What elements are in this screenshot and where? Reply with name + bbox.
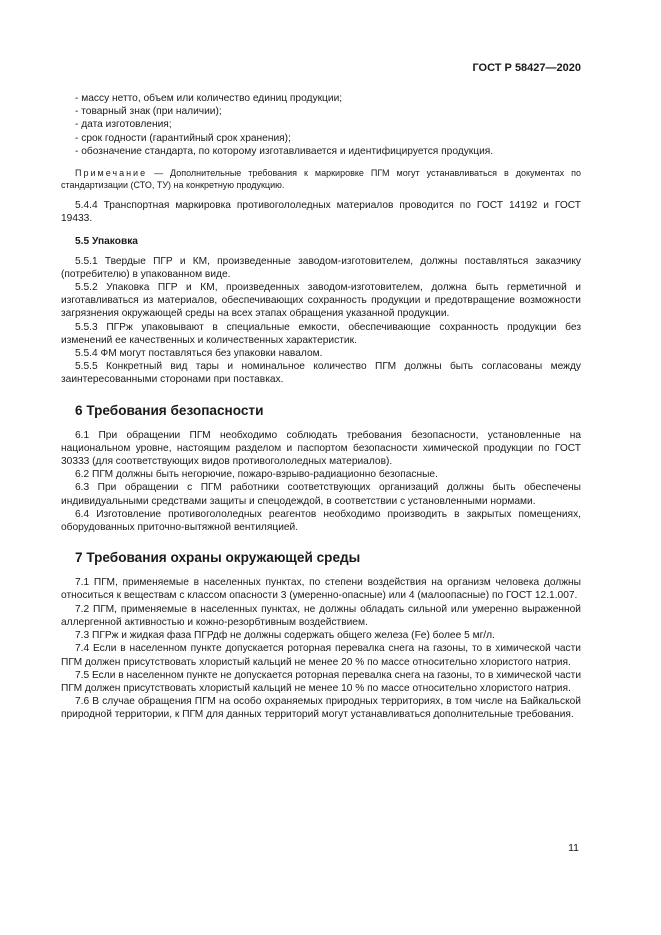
paragraph-5-5-4: 5.5.4 ФМ могут поставляться без упаковки навалом. [75, 348, 323, 360]
paragraph-7-4: 7.4 Если в населенном пункте допускается роторная перевалка снега на газоны, то в химической части ПГМ должен присутствовать хлористый кальций не менее 20 % по массе относительно хлористого натрия. [61, 643, 581, 668]
note-text: — Дополнительные требования к маркировке ПГМ могут устанавливаться в документах по стандартизации (СТО, ТУ) на конкретную продукцию. [61, 168, 581, 191]
subsection-title-5-5: 5.5 Упаковка [75, 236, 138, 248]
paragraph-5-5-5: 5.5.5 Конкретный вид тары и номинальное количество ПГМ должны быть согласованы между заинтересованными сторонами при поставках. [61, 361, 581, 386]
paragraph-6-2: 6.2 ПГМ должны быть негорючие, пожаро-взрыво-радиационно безопасные. [75, 469, 438, 481]
paragraph-7-5: 7.5 Если в населенном пункте не допускается роторная перевалка снега на газоны, то в химической части ПГМ должен присутствовать хлористый кальций не менее 10 % по массе относительно хлористого натрия. [61, 669, 582, 694]
section-title-7: 7 Требования охраны окружающей среды [75, 550, 361, 566]
list-item: - товарный знак (при наличии); [75, 106, 222, 118]
paragraph-5-5-2: 5.5.2 Упаковка ПГР и КМ, произведенных заводом-изготовителем, должна быть герметичной и изготавливаться из материалов, обеспечивающих сохранность продукции и предотвращение возможности загрязнения окружающей среды на всех этапах обращения указанной продукции. [61, 282, 581, 320]
list-item: - обозначение стандарта, по которому изготавливается и идентифицируется продукция. [75, 145, 494, 157]
paragraph-5-5-1: 5.5.1 Твердые ПГР и КМ, произведенные заводом-изготовителем, должны поставляться заказчику (потребителю) в упакованном виде. [61, 255, 581, 280]
paragraph-5-4-4: 5.4.4 Транспортная маркировка противогололедных материалов проводится по ГОСТ 14192 и ГОСТ 19433. [61, 200, 581, 225]
paragraph-5-5-3: 5.5.3 ПГРж упаковывают в специальные емкости, обеспечивающие сохранность продукции без изменений ее качественных и количественных характеристик. [61, 321, 581, 346]
paragraph-7-3: 7.3 ПГРж и жидкая фаза ПГРдф не должны содержать общего железа (Fe) более 5 мг/л. [75, 630, 495, 642]
note-label: Примечание [75, 168, 148, 179]
paragraph-6-1: 6.1 При обращении ПГМ необходимо соблюдать требования безопасности, установленные на национальном уровне, настоящим разделом и паспортом безопасности химической продукции по ГОСТ 30333 (для соответствующих видов противогололедных материалов). [61, 429, 581, 468]
note-paragraph [61, 167, 581, 191]
marking-list [61, 92, 581, 158]
paragraph-6-3: 6.3 При обращении с ПГМ работники соответствующих организаций должны быть обеспечены индивидуальными средствами защиты и спецодеждой, в соответствии с установленными нормами. [61, 482, 581, 507]
list-item: - массу нетто, объем или количество единиц продукции; [75, 93, 343, 104]
paragraph-7-2: 7.2 ПГМ, применяемые в населенных пунктах, не должны обладать сильной или умеренно выраженной аллергенной активностью и кожно-резорбтивным воздействием. [61, 603, 581, 628]
document-code-header: ГОСТ Р 58427—2020 [472, 62, 581, 74]
paragraph-7-6: 7.6 В случае обращения ПГМ на особо охраняемых природных территориях, в том числе на Байкальской природной территории, к ПГМ для данных территорий могут устанавливаться дополнительные требования. [61, 696, 581, 721]
paragraph-6-4: 6.4 Изготовление противогололедных реагентов необходимо производить в закрытых помещениях, оборудованных приточно-вытяжной вентиляцией. [61, 508, 581, 534]
page-number: 11 [568, 842, 579, 854]
paragraph-7-1: 7.1 ПГМ, применяемые в населенных пунктах, по степени воздействия на организм человека должны относиться к веществам с классом опасности 3 (умеренно-опасные) или 4 (малоопасные) по ГОСТ 12.1.007. [61, 577, 581, 602]
list-item: - дата изготовления; [75, 119, 172, 131]
page-content [61, 92, 581, 722]
section-title-6: 6 Требования безопасности [75, 402, 264, 418]
list-item: - срок годности (гарантийный срок хранения); [75, 132, 291, 144]
